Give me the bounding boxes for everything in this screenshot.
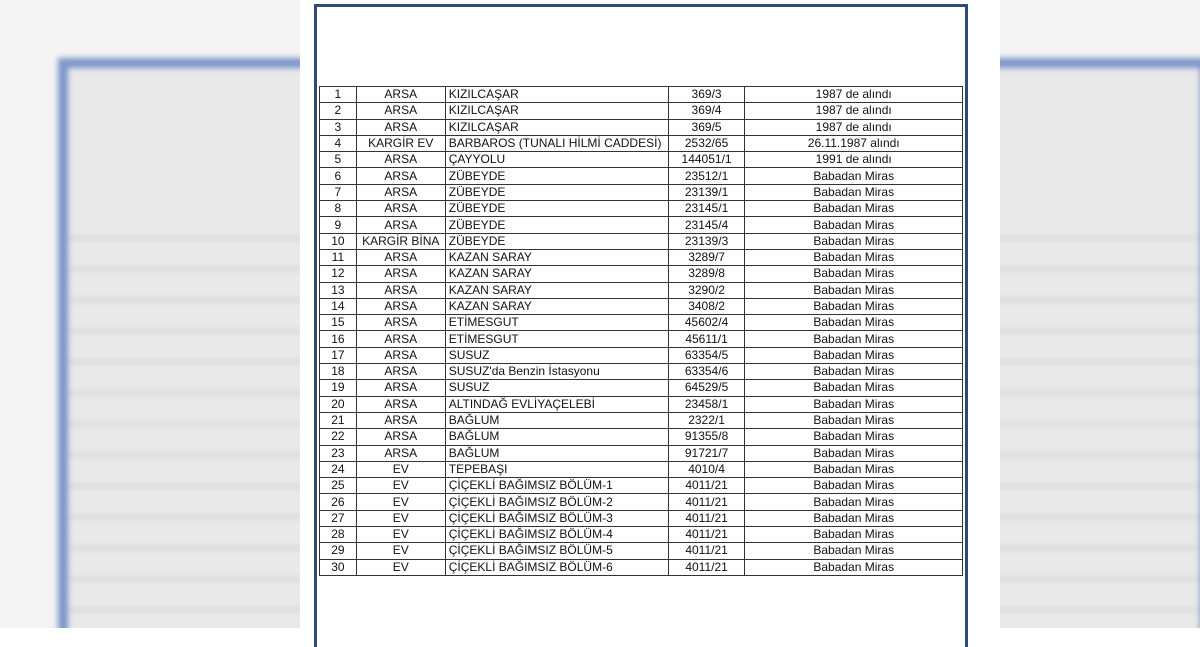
row-number-cell: 12 bbox=[320, 266, 357, 282]
location-cell: ZÜBEYDE bbox=[445, 233, 668, 249]
row-number-cell: 21 bbox=[320, 412, 357, 428]
table-row bbox=[320, 331, 963, 347]
location-cell: SUSUZ bbox=[445, 347, 668, 363]
table-row bbox=[320, 543, 963, 559]
row-number-cell: 14 bbox=[320, 298, 357, 314]
property-type-cell: ARSA bbox=[356, 282, 445, 298]
row-number-cell: 30 bbox=[320, 559, 357, 575]
row-number-cell: 10 bbox=[320, 233, 357, 249]
parcel-number-cell: 3289/8 bbox=[668, 266, 745, 282]
property-type-cell: ARSA bbox=[356, 249, 445, 265]
location-cell: ÇİÇEKLİ BAĞIMSIZ BÖLÜM-2 bbox=[445, 494, 668, 510]
row-number-cell: 28 bbox=[320, 527, 357, 543]
parcel-number-cell: 4011/21 bbox=[668, 527, 745, 543]
property-type-cell: ARSA bbox=[356, 119, 445, 135]
location-cell: ALTINDAĞ EVLİYAÇELEBİ bbox=[445, 396, 668, 412]
parcel-number-cell: 3290/2 bbox=[668, 282, 745, 298]
document-page bbox=[314, 4, 968, 647]
acquisition-note-cell: Babadan Miras bbox=[745, 184, 963, 200]
table-row bbox=[320, 527, 963, 543]
parcel-number-cell: 64529/5 bbox=[668, 380, 745, 396]
parcel-number-cell: 2322/1 bbox=[668, 412, 745, 428]
row-number-cell: 26 bbox=[320, 494, 357, 510]
parcel-number-cell: 91721/7 bbox=[668, 445, 745, 461]
row-number-cell: 6 bbox=[320, 168, 357, 184]
location-cell: KAZAN SARAY bbox=[445, 298, 668, 314]
table-row bbox=[320, 233, 963, 249]
table-row bbox=[320, 380, 963, 396]
acquisition-note-cell: 1987 de alındı bbox=[745, 119, 963, 135]
row-number-cell: 25 bbox=[320, 478, 357, 494]
property-type-cell: ARSA bbox=[356, 396, 445, 412]
row-number-cell: 4 bbox=[320, 135, 357, 151]
table-row bbox=[320, 429, 963, 445]
location-cell: ZÜBEYDE bbox=[445, 184, 668, 200]
location-cell: ÇİÇEKLİ BAĞIMSIZ BÖLÜM-4 bbox=[445, 527, 668, 543]
parcel-number-cell: 4011/21 bbox=[668, 494, 745, 510]
table-row bbox=[320, 445, 963, 461]
parcel-number-cell: 369/4 bbox=[668, 103, 745, 119]
table-row bbox=[320, 119, 963, 135]
parcel-number-cell: 91355/8 bbox=[668, 429, 745, 445]
acquisition-note-cell: Babadan Miras bbox=[745, 396, 963, 412]
table-row bbox=[320, 282, 963, 298]
property-type-cell: EV bbox=[356, 543, 445, 559]
parcel-number-cell: 4011/21 bbox=[668, 478, 745, 494]
property-type-cell: ARSA bbox=[356, 201, 445, 217]
parcel-number-cell: 4011/21 bbox=[668, 510, 745, 526]
row-number-cell: 9 bbox=[320, 217, 357, 233]
acquisition-note-cell: Babadan Miras bbox=[745, 380, 963, 396]
parcel-number-cell: 23145/1 bbox=[668, 201, 745, 217]
blurred-rows bbox=[68, 208, 300, 628]
property-type-cell: KARGİR BİNA bbox=[356, 233, 445, 249]
location-cell: TEPEBAŞI bbox=[445, 461, 668, 477]
row-number-cell: 16 bbox=[320, 331, 357, 347]
acquisition-note-cell: 1987 de alındı bbox=[745, 103, 963, 119]
table-row bbox=[320, 249, 963, 265]
table-row bbox=[320, 510, 963, 526]
location-cell: ÇİÇEKLİ BAĞIMSIZ BÖLÜM-5 bbox=[445, 543, 668, 559]
row-number-cell: 13 bbox=[320, 282, 357, 298]
parcel-number-cell: 369/5 bbox=[668, 119, 745, 135]
parcel-number-cell: 63354/6 bbox=[668, 364, 745, 380]
row-number-cell: 17 bbox=[320, 347, 357, 363]
location-cell: ETİMESGUT bbox=[445, 331, 668, 347]
blurred-document-copy bbox=[58, 58, 300, 628]
acquisition-note-cell: Babadan Miras bbox=[745, 315, 963, 331]
acquisition-note-cell: 1991 de alındı bbox=[745, 152, 963, 168]
location-cell: KIZILCAŞAR bbox=[445, 103, 668, 119]
location-cell: BAĞLUM bbox=[445, 412, 668, 428]
location-cell: ÇİÇEKLİ BAĞIMSIZ BÖLÜM-3 bbox=[445, 510, 668, 526]
location-cell: ZÜBEYDE bbox=[445, 217, 668, 233]
row-number-cell: 5 bbox=[320, 152, 357, 168]
location-cell: SUSUZ'da Benzin İstasyonu bbox=[445, 364, 668, 380]
acquisition-note-cell: Babadan Miras bbox=[745, 201, 963, 217]
property-type-cell: ARSA bbox=[356, 412, 445, 428]
property-type-cell: EV bbox=[356, 478, 445, 494]
parcel-number-cell: 144051/1 bbox=[668, 152, 745, 168]
parcel-number-cell: 23458/1 bbox=[668, 396, 745, 412]
row-number-cell: 2 bbox=[320, 103, 357, 119]
property-type-cell: ARSA bbox=[356, 331, 445, 347]
acquisition-note-cell: Babadan Miras bbox=[745, 266, 963, 282]
blurred-background-right bbox=[1000, 0, 1200, 628]
table-row bbox=[320, 559, 963, 575]
table-row bbox=[320, 184, 963, 200]
row-number-cell: 23 bbox=[320, 445, 357, 461]
row-number-cell: 7 bbox=[320, 184, 357, 200]
acquisition-note-cell: Babadan Miras bbox=[745, 364, 963, 380]
property-type-cell: ARSA bbox=[356, 429, 445, 445]
property-type-cell: ARSA bbox=[356, 152, 445, 168]
location-cell: KAZAN SARAY bbox=[445, 249, 668, 265]
property-type-cell: ARSA bbox=[356, 380, 445, 396]
table-row bbox=[320, 135, 963, 151]
parcel-number-cell: 23139/3 bbox=[668, 233, 745, 249]
location-cell: SUSUZ bbox=[445, 380, 668, 396]
acquisition-note-cell: Babadan Miras bbox=[745, 298, 963, 314]
acquisition-note-cell: Babadan Miras bbox=[745, 429, 963, 445]
parcel-number-cell: 369/3 bbox=[668, 87, 745, 103]
location-cell: BAĞLUM bbox=[445, 445, 668, 461]
property-type-cell: ARSA bbox=[356, 445, 445, 461]
location-cell: KIZILCAŞAR bbox=[445, 119, 668, 135]
location-cell: BAĞLUM bbox=[445, 429, 668, 445]
property-type-cell: EV bbox=[356, 559, 445, 575]
location-cell: ÇAYYOLU bbox=[445, 152, 668, 168]
table-row bbox=[320, 298, 963, 314]
parcel-number-cell: 23512/1 bbox=[668, 168, 745, 184]
property-type-cell: ARSA bbox=[356, 315, 445, 331]
property-type-cell: ARSA bbox=[356, 347, 445, 363]
table-row bbox=[320, 478, 963, 494]
row-number-cell: 20 bbox=[320, 396, 357, 412]
location-cell: ZÜBEYDE bbox=[445, 201, 668, 217]
row-number-cell: 3 bbox=[320, 119, 357, 135]
acquisition-note-cell: 26.11.1987 alındı bbox=[745, 135, 963, 151]
acquisition-note-cell: Babadan Miras bbox=[745, 494, 963, 510]
blurred-document-copy bbox=[1000, 58, 1200, 628]
table-row bbox=[320, 217, 963, 233]
acquisition-note-cell: Babadan Miras bbox=[745, 331, 963, 347]
table-row bbox=[320, 364, 963, 380]
property-type-cell: KARGİR EV bbox=[356, 135, 445, 151]
parcel-number-cell: 3408/2 bbox=[668, 298, 745, 314]
location-cell: BARBAROS (TUNALI HİLMİ CADDESİ) bbox=[445, 135, 668, 151]
table-row bbox=[320, 103, 963, 119]
asset-table bbox=[319, 86, 963, 576]
table-row bbox=[320, 266, 963, 282]
parcel-number-cell: 63354/5 bbox=[668, 347, 745, 363]
property-type-cell: ARSA bbox=[356, 298, 445, 314]
parcel-number-cell: 3289/7 bbox=[668, 249, 745, 265]
property-type-cell: EV bbox=[356, 527, 445, 543]
row-number-cell: 18 bbox=[320, 364, 357, 380]
row-number-cell: 8 bbox=[320, 201, 357, 217]
table-row bbox=[320, 168, 963, 184]
parcel-number-cell: 23145/4 bbox=[668, 217, 745, 233]
acquisition-note-cell: Babadan Miras bbox=[745, 217, 963, 233]
parcel-number-cell: 45611/1 bbox=[668, 331, 745, 347]
parcel-number-cell: 2532/65 bbox=[668, 135, 745, 151]
blurred-rows bbox=[1000, 208, 1200, 628]
property-type-cell: ARSA bbox=[356, 266, 445, 282]
row-number-cell: 22 bbox=[320, 429, 357, 445]
asset-table-body bbox=[320, 87, 963, 576]
parcel-number-cell: 4010/4 bbox=[668, 461, 745, 477]
table-row bbox=[320, 494, 963, 510]
parcel-number-cell: 45602/4 bbox=[668, 315, 745, 331]
acquisition-note-cell: Babadan Miras bbox=[745, 412, 963, 428]
acquisition-note-cell: Babadan Miras bbox=[745, 559, 963, 575]
table-row bbox=[320, 412, 963, 428]
table-row bbox=[320, 347, 963, 363]
row-number-cell: 11 bbox=[320, 249, 357, 265]
parcel-number-cell: 23139/1 bbox=[668, 184, 745, 200]
acquisition-note-cell: Babadan Miras bbox=[745, 233, 963, 249]
row-number-cell: 1 bbox=[320, 87, 357, 103]
acquisition-note-cell: Babadan Miras bbox=[745, 527, 963, 543]
acquisition-note-cell: Babadan Miras bbox=[745, 445, 963, 461]
property-type-cell: EV bbox=[356, 510, 445, 526]
location-cell: KAZAN SARAY bbox=[445, 266, 668, 282]
blurred-background-left bbox=[0, 0, 300, 628]
acquisition-note-cell: Babadan Miras bbox=[745, 282, 963, 298]
property-type-cell: ARSA bbox=[356, 87, 445, 103]
row-number-cell: 24 bbox=[320, 461, 357, 477]
acquisition-note-cell: Babadan Miras bbox=[745, 543, 963, 559]
acquisition-note-cell: Babadan Miras bbox=[745, 478, 963, 494]
acquisition-note-cell: 1987 de alındı bbox=[745, 87, 963, 103]
table-row bbox=[320, 396, 963, 412]
parcel-number-cell: 4011/21 bbox=[668, 543, 745, 559]
location-cell: KIZILCAŞAR bbox=[445, 87, 668, 103]
location-cell: ZÜBEYDE bbox=[445, 168, 668, 184]
acquisition-note-cell: Babadan Miras bbox=[745, 249, 963, 265]
parcel-number-cell: 4011/21 bbox=[668, 559, 745, 575]
table-row bbox=[320, 461, 963, 477]
row-number-cell: 15 bbox=[320, 315, 357, 331]
row-number-cell: 27 bbox=[320, 510, 357, 526]
location-cell: ÇİÇEKLİ BAĞIMSIZ BÖLÜM-1 bbox=[445, 478, 668, 494]
property-type-cell: ARSA bbox=[356, 364, 445, 380]
property-type-cell: ARSA bbox=[356, 184, 445, 200]
property-type-cell: ARSA bbox=[356, 217, 445, 233]
location-cell: KAZAN SARAY bbox=[445, 282, 668, 298]
table-row bbox=[320, 87, 963, 103]
property-type-cell: ARSA bbox=[356, 103, 445, 119]
property-type-cell: EV bbox=[356, 461, 445, 477]
row-number-cell: 29 bbox=[320, 543, 357, 559]
table-row bbox=[320, 201, 963, 217]
property-type-cell: EV bbox=[356, 494, 445, 510]
property-type-cell: ARSA bbox=[356, 168, 445, 184]
table-row bbox=[320, 315, 963, 331]
acquisition-note-cell: Babadan Miras bbox=[745, 168, 963, 184]
location-cell: ÇİÇEKLİ BAĞIMSIZ BÖLÜM-6 bbox=[445, 559, 668, 575]
row-number-cell: 19 bbox=[320, 380, 357, 396]
table-row bbox=[320, 152, 963, 168]
acquisition-note-cell: Babadan Miras bbox=[745, 347, 963, 363]
acquisition-note-cell: Babadan Miras bbox=[745, 461, 963, 477]
acquisition-note-cell: Babadan Miras bbox=[745, 510, 963, 526]
location-cell: ETİMESGUT bbox=[445, 315, 668, 331]
